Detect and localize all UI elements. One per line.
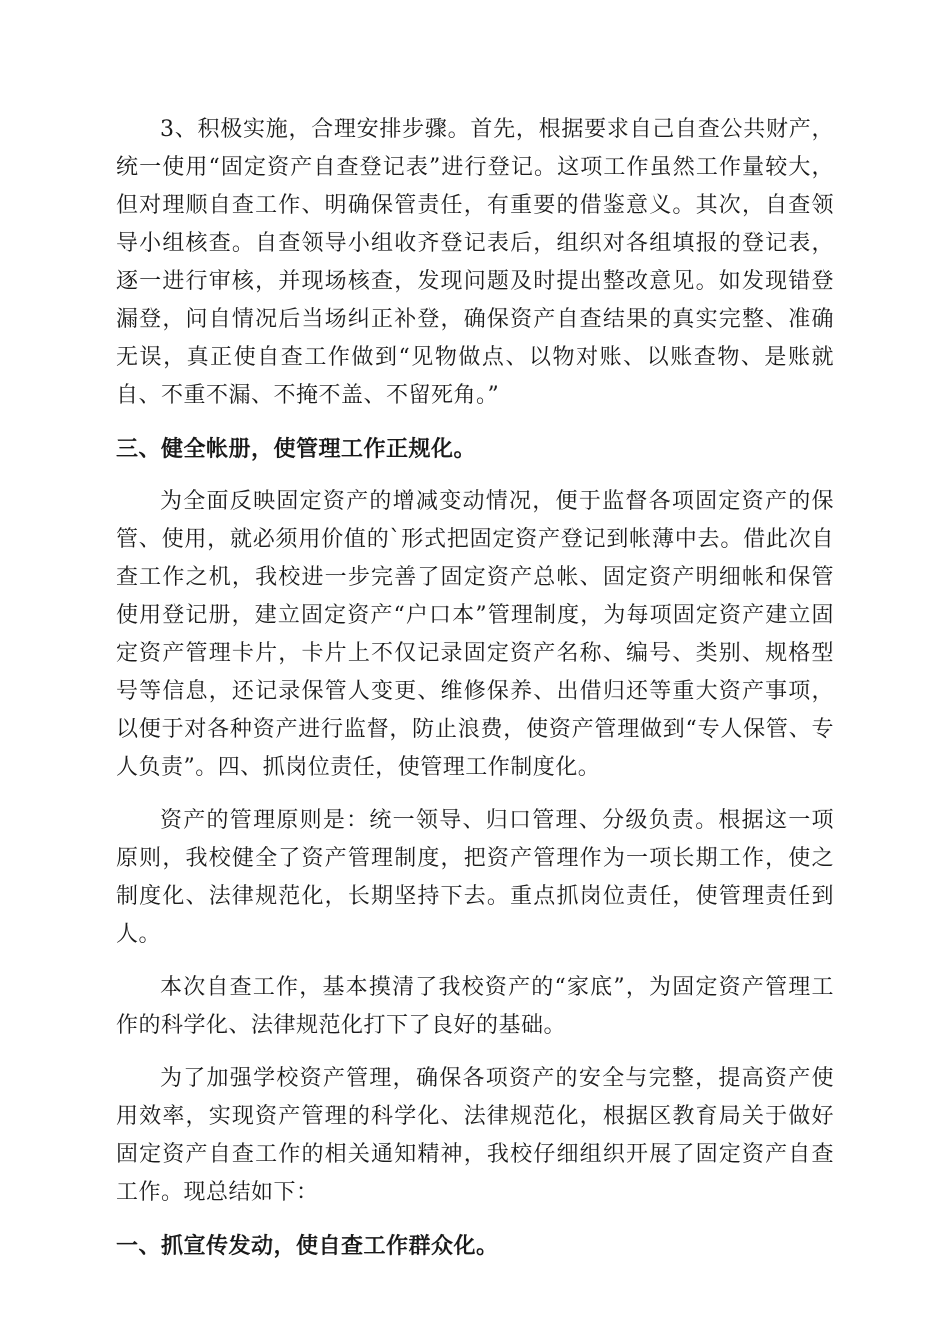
paragraph-ledger: 为全面反映固定资产的增减变动情况，便于监督各项固定资产的保管、使用，就必须用价值的`形式把固定资产登记到帐薄中去。借此次自查工作之机，我校进一步完善了固定资产总帐、固定资产明细帐和保管使用登记册，建立固定资产“户口本”管理制度，为每项固定资产建立固定资产管理卡片，卡片上不仅记录固定资产名称、编号、类别、规格型号等信息，还记录保管人变更、维修保养、出借归还等重大资产事项，以便于对各种资产进行监督，防止浪费，使资产管理做到“专人保管、专人负责”。四、抓岗位责任，使管理工作制度化。	[116, 489, 834, 780]
document-body	[116, 111, 834, 1265]
paragraph-step-3: 3、积极实施，合理安排步骤。首先，根据要求自己自查公共财产，统一使用“固定资产自查登记表”进行登记。这项工作虽然工作量较大，但对理顺自查工作、明确保管责任，有重要的借鉴意义。其次，自查领导小组核查。自查领导小组收齐登记表后，组织对各组填报的登记表，逐一进行审核，并现场核查，发现问题及时提出整改意见。如发现错登漏登，问自情况后当场纠正补登，确保资产自查结果的真实完整、准确无误，真正使自查工作做到“见物做点、以物对账、以账查物、是账就自、不重不漏、不掩不盖、不留死角。”	[116, 117, 834, 408]
section-heading-3: 三、健全帐册，使管理工作正规化。	[116, 436, 477, 462]
spacer	[116, 415, 834, 430]
paragraph-intro: 为了加强学校资产管理，确保各项资产的安全与完整，提高资产使用效率，实现资产管理的科学化、法律规范化，根据区教育局关于做好固定资产自查工作的相关通知精神，我校仔细组织开展了固定资产自查工作。现总结如下：	[116, 1066, 834, 1205]
spacer	[116, 468, 834, 483]
paragraph-principle: 资产的管理原则是：统一领导、归口管理、分级负责。根据这一项原则，我校健全了资产管理制度，把资产管理作为一项长期工作，使之制度化、法律规范化，长期坚持下去。重点抓岗位责任，使管理责任到人。	[116, 808, 834, 947]
spacer	[116, 954, 834, 969]
section-heading-1: 一、抓宣传发动，使自查工作群众化。	[116, 1233, 499, 1259]
spacer	[116, 787, 834, 802]
spacer	[116, 1212, 834, 1227]
spacer	[116, 1045, 834, 1060]
paragraph-summary: 本次自查工作，基本摸清了我校资产的“家底”，为固定资产管理工作的科学化、法律规范化打下了良好的基础。	[116, 975, 834, 1038]
